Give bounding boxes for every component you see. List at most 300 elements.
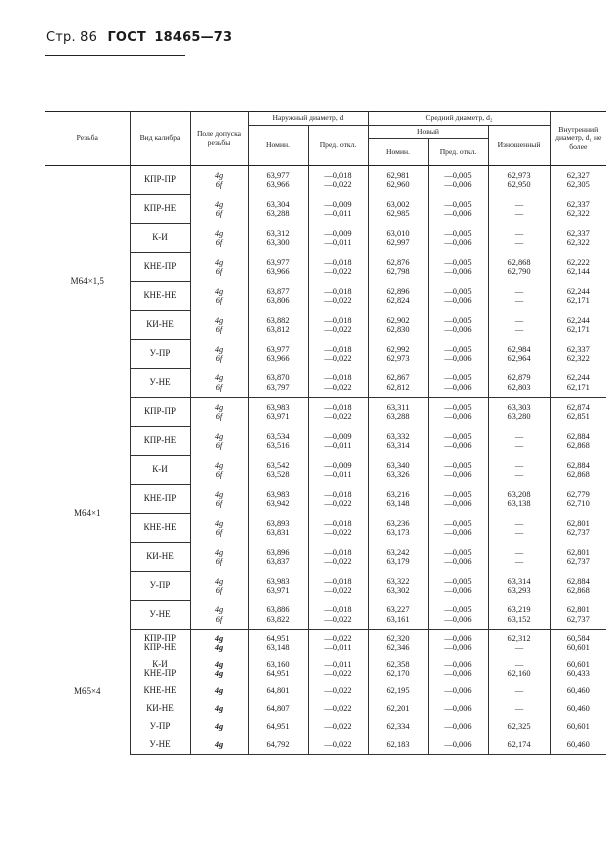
cell-value: 62,322 xyxy=(566,238,590,247)
cell-value: 62,803 xyxy=(507,382,531,392)
gauge-type-cell: К-И xyxy=(130,224,190,253)
pitch-nominal-cell xyxy=(368,543,428,572)
pitch-deviation-cell xyxy=(428,224,488,253)
outer-deviation-cell: —0,022 xyxy=(308,718,368,736)
cell-value: 6f xyxy=(215,209,223,218)
tolerance-cell xyxy=(190,630,248,657)
cell-value: —0,006 xyxy=(444,669,472,678)
cell-value: —0,018 xyxy=(324,257,352,267)
col-outer-nominal: Номин. xyxy=(248,125,308,166)
gauge-type-cell: КНЕ-НЕ xyxy=(130,282,190,311)
worn-cell xyxy=(488,572,550,601)
gauge-type-cell: К-И xyxy=(130,456,190,485)
pitch-nominal-cell xyxy=(368,427,428,456)
cell-value: 62,346 xyxy=(386,643,410,652)
cell-value: 63,806 xyxy=(266,296,290,305)
cell-value: 63,977 xyxy=(266,257,290,267)
pitch-nominal-cell xyxy=(368,253,428,282)
gauge-type-cell: У-НЕ xyxy=(130,369,190,398)
cell-value: 62,244 xyxy=(566,286,590,296)
tolerance-cell xyxy=(190,572,248,601)
cell-value: 60,601 xyxy=(566,659,590,669)
pitch-nominal-cell xyxy=(368,456,428,485)
cell-value: 62,337 xyxy=(566,199,590,209)
worn-cell xyxy=(488,398,550,427)
worn-cell xyxy=(488,340,550,369)
pitch-nominal-cell xyxy=(368,195,428,224)
cell-value: —0,022 xyxy=(324,354,352,363)
cell-value: 62,320 xyxy=(386,633,410,643)
pitch-nominal-cell xyxy=(368,369,428,398)
cell-value: 63,219 xyxy=(507,605,531,615)
gauge-type-cell: У-ПР xyxy=(130,718,190,736)
cell-value: 62,801 xyxy=(566,518,590,528)
worn-cell xyxy=(488,656,550,682)
cell-value: —0,005 xyxy=(444,547,472,557)
cell-value: 62,879 xyxy=(507,373,531,383)
outer-nominal-cell xyxy=(248,195,308,224)
cell-value: —0,005 xyxy=(444,315,472,325)
outer-deviation-cell xyxy=(308,656,368,682)
cell-value: 62,874 xyxy=(566,402,590,412)
cell-value: 62,884 xyxy=(566,460,590,470)
gauge-type-cell: КПР-НЕ xyxy=(130,427,190,456)
cell-value: 63,896 xyxy=(266,547,290,557)
cell-value: 63,942 xyxy=(266,499,290,508)
cell-value: —0,011 xyxy=(324,643,352,652)
outer-nominal-cell xyxy=(248,485,308,514)
cell-value: 62,322 xyxy=(566,209,590,218)
cell-value: 62,779 xyxy=(566,489,590,499)
worn-cell xyxy=(488,543,550,572)
cell-value: — xyxy=(514,228,524,238)
cell-value: 62,171 xyxy=(566,296,590,305)
cell-value: 63,236 xyxy=(386,518,410,528)
cell-value: —0,009 xyxy=(324,199,352,209)
inner-diameter-cell xyxy=(550,369,606,398)
col-pitch-new-deviation: Пред. откл. xyxy=(428,139,488,166)
cell-value: 63,293 xyxy=(507,586,531,595)
cell-value: 62,327 xyxy=(566,170,590,180)
pitch-deviation-cell xyxy=(428,253,488,282)
cell-value: — xyxy=(514,325,524,334)
cell-value: —0,005 xyxy=(444,431,472,441)
gauge-type-cell: У-НЕ xyxy=(130,736,190,755)
cell-value: 63,280 xyxy=(507,412,531,422)
pitch-deviation-cell xyxy=(428,369,488,398)
cell-value: —0,005 xyxy=(444,257,472,267)
cell-value: 63,161 xyxy=(386,614,410,624)
cell-value: 62,896 xyxy=(386,286,410,296)
cell-value: 62,337 xyxy=(566,344,590,354)
worn-cell xyxy=(488,166,550,195)
worn-cell: 62,325 xyxy=(488,718,550,736)
worn-cell xyxy=(488,485,550,514)
cell-value: —0,022 xyxy=(324,586,352,595)
inner-diameter-cell xyxy=(550,224,606,253)
cell-value: 63,160 xyxy=(266,659,290,669)
cell-value: 4g xyxy=(214,402,224,412)
gauge-type-cell: У-ПР xyxy=(130,340,190,369)
cell-value: 6f xyxy=(215,238,223,247)
outer-nominal-cell: 64,801 xyxy=(248,682,308,700)
pitch-deviation-cell xyxy=(428,572,488,601)
pitch-deviation-cell xyxy=(428,514,488,543)
worn-cell xyxy=(488,311,550,340)
cell-value: 63,216 xyxy=(386,489,410,499)
outer-nominal-cell xyxy=(248,340,308,369)
cell-value: 63,983 xyxy=(266,402,290,412)
outer-deviation-cell xyxy=(308,630,368,657)
cell-value: 62,737 xyxy=(566,614,590,624)
inner-diameter-cell xyxy=(550,656,606,682)
cell-value: 63,877 xyxy=(266,286,290,296)
table-row xyxy=(45,514,606,543)
cell-value: —0,022 xyxy=(324,325,352,334)
cell-value: — xyxy=(514,470,524,479)
pitch-deviation-cell: —0,006 xyxy=(428,718,488,736)
cell-value: 6f xyxy=(215,470,223,479)
pitch-deviation-cell xyxy=(428,311,488,340)
worn-cell xyxy=(488,224,550,253)
tolerance-cell xyxy=(190,485,248,514)
cell-value: 62,973 xyxy=(507,170,531,180)
inner-diameter-cell xyxy=(550,630,606,657)
cell-value: —0,006 xyxy=(444,557,472,566)
cell-value: 64,951 xyxy=(266,633,290,643)
cell-value: —0,022 xyxy=(324,557,352,566)
table-row xyxy=(45,340,606,369)
cell-value: 62,985 xyxy=(386,209,410,218)
worn-cell: 62,174 xyxy=(488,736,550,755)
cell-value: —0,006 xyxy=(444,354,472,363)
cell-value: —0,006 xyxy=(444,296,472,305)
cell-value: 62,868 xyxy=(507,257,531,267)
cell-value: —0,018 xyxy=(324,315,352,325)
gauge-type-cell: КИ-НЕ xyxy=(130,700,190,718)
cell-value: — xyxy=(514,441,524,450)
page-header xyxy=(46,30,232,45)
cell-value: 6f xyxy=(215,528,223,537)
inner-diameter-cell xyxy=(550,456,606,485)
pitch-nominal-cell xyxy=(368,630,428,657)
outer-deviation-cell xyxy=(308,456,368,485)
pitch-nominal-cell xyxy=(368,224,428,253)
inner-diameter-cell xyxy=(550,543,606,572)
outer-deviation-cell xyxy=(308,311,368,340)
cell-value: —0,005 xyxy=(444,518,472,528)
gauge-type-cell: КПР-НЕ xyxy=(130,195,190,224)
standard-number: 18465—73 xyxy=(154,30,233,45)
table-row xyxy=(45,311,606,340)
cell-value: — xyxy=(514,547,524,557)
tolerance-cell xyxy=(190,514,248,543)
cell-value: 63,148 xyxy=(386,499,410,508)
cell-value: —0,011 xyxy=(324,441,352,450)
cell-value: —0,005 xyxy=(444,373,472,383)
cell-value: —0,005 xyxy=(444,228,472,238)
cell-value: 63,977 xyxy=(266,344,290,354)
cell-value: —0,005 xyxy=(444,170,472,180)
cell-value: 60,584 xyxy=(566,633,590,643)
cell-value: 62,801 xyxy=(566,547,590,557)
cell-value: 4g xyxy=(214,489,224,499)
cell-value: 62,876 xyxy=(386,257,410,267)
cell-value: 4g xyxy=(214,257,224,267)
outer-nominal-cell: 64,807 xyxy=(248,700,308,718)
cell-value: 63,173 xyxy=(386,528,410,537)
cell-value: 62,884 xyxy=(566,576,590,586)
cell-value: 63,242 xyxy=(386,547,410,557)
cell-value: — xyxy=(514,296,524,305)
cell-value: 62,981 xyxy=(386,170,410,180)
pitch-deviation-cell xyxy=(428,630,488,657)
outer-deviation-cell xyxy=(308,369,368,398)
cell-value: — xyxy=(514,286,524,296)
col-pitch-worn: Изношенный xyxy=(488,125,550,166)
worn-cell xyxy=(488,253,550,282)
pitch-deviation-cell: —0,006 xyxy=(428,700,488,718)
cell-value: —0,018 xyxy=(324,373,352,383)
cell-value: — xyxy=(514,209,524,218)
cell-value: 6f xyxy=(215,412,223,422)
outer-nominal-cell xyxy=(248,253,308,282)
thread-cell: M64×1,5 xyxy=(45,166,130,398)
cell-value: 62,170 xyxy=(386,669,410,678)
cell-value: —0,005 xyxy=(444,489,472,499)
cell-value: 4g xyxy=(214,643,224,652)
inner-diameter-cell xyxy=(550,601,606,630)
cell-value: 63,516 xyxy=(266,441,290,450)
thread-cell: M64×1 xyxy=(45,398,130,630)
inner-diameter-cell xyxy=(550,311,606,340)
gauge-type-cell: КНЕ-НЕ xyxy=(130,682,190,700)
cell-value: —0,022 xyxy=(324,633,352,643)
inner-diameter-cell: 60,460 xyxy=(550,682,606,700)
worn-cell: — xyxy=(488,700,550,718)
cell-value: 62,830 xyxy=(386,325,410,334)
cell-value: 60,601 xyxy=(566,643,590,652)
cell-value: 4g xyxy=(214,315,224,325)
pitch-deviation-cell xyxy=(428,601,488,630)
cell-value: 4g xyxy=(214,576,224,586)
cell-value: —0,006 xyxy=(444,325,472,334)
pitch-nominal-cell xyxy=(368,514,428,543)
cell-value: —0,005 xyxy=(444,605,472,615)
inner-diameter-cell xyxy=(550,514,606,543)
gauge-type-cell: КПР-ПР xyxy=(130,166,190,195)
tolerance-cell xyxy=(190,369,248,398)
cell-value: 62,884 xyxy=(566,431,590,441)
cell-value: 62,812 xyxy=(386,382,410,392)
cell-value: 6f xyxy=(215,614,223,624)
cell-value: 6f xyxy=(215,382,223,392)
worn-cell xyxy=(488,195,550,224)
cell-value: —0,022 xyxy=(324,382,352,392)
worn-cell xyxy=(488,514,550,543)
cell-value: 63,148 xyxy=(266,643,290,652)
inner-diameter-cell xyxy=(550,398,606,427)
cell-value: 4g xyxy=(214,633,224,643)
outer-deviation-cell xyxy=(308,427,368,456)
cell-value: 63,332 xyxy=(386,431,410,441)
cell-value: 4g xyxy=(214,170,224,180)
cell-value: 62,737 xyxy=(566,528,590,537)
cell-value: 4g xyxy=(214,605,224,615)
col-pitch-diameter: Средний диаметр, d₂ xyxy=(368,112,550,126)
outer-deviation-cell xyxy=(308,253,368,282)
cell-value: —0,006 xyxy=(444,441,472,450)
pitch-deviation-cell xyxy=(428,656,488,682)
cell-value: —0,005 xyxy=(444,199,472,209)
cell-value: 62,244 xyxy=(566,315,590,325)
cell-value: 60,433 xyxy=(566,669,590,678)
cell-value: 63,983 xyxy=(266,489,290,499)
inner-diameter-cell xyxy=(550,195,606,224)
cell-value: — xyxy=(514,518,524,528)
gauge-type-cell: КНЕ-ПР xyxy=(130,253,190,282)
gauge-type-cell xyxy=(130,656,190,682)
cell-value: —0,006 xyxy=(444,209,472,218)
inner-diameter-cell xyxy=(550,427,606,456)
tolerance-cell: 4g xyxy=(190,718,248,736)
cell-value: — xyxy=(514,315,524,325)
cell-value: — xyxy=(514,643,524,652)
cell-value: 63,542 xyxy=(266,460,290,470)
table-row xyxy=(45,736,606,755)
cell-value: 6f xyxy=(215,557,223,566)
cell-value: —0,022 xyxy=(324,528,352,537)
col-inner-diameter: Внутренний диаметр, d₁ не более xyxy=(550,112,606,166)
table-row xyxy=(45,630,606,657)
cell-value: —0,018 xyxy=(324,605,352,615)
cell-value: — xyxy=(514,659,524,669)
cell-value: —0,005 xyxy=(444,286,472,296)
outer-nominal-cell xyxy=(248,398,308,427)
cell-value: 62,950 xyxy=(507,180,531,190)
cell-value: —0,006 xyxy=(444,238,472,247)
pitch-nominal-cell: 62,201 xyxy=(368,700,428,718)
cell-value: 4g xyxy=(214,228,224,238)
inner-diameter-cell xyxy=(550,572,606,601)
cell-value: 63,322 xyxy=(386,576,410,586)
tolerance-cell xyxy=(190,427,248,456)
cell-value: 4g xyxy=(214,199,224,209)
cell-value: —0,022 xyxy=(324,180,352,190)
outer-deviation-cell xyxy=(308,485,368,514)
pitch-nominal-cell xyxy=(368,340,428,369)
cell-value: 62,171 xyxy=(566,382,590,392)
outer-deviation-cell xyxy=(308,572,368,601)
worn-cell: — xyxy=(488,682,550,700)
worn-cell xyxy=(488,369,550,398)
cell-value: —0,009 xyxy=(324,460,352,470)
table-body xyxy=(45,166,606,755)
pitch-nominal-cell xyxy=(368,311,428,340)
outer-nominal-cell: 64,792 xyxy=(248,736,308,755)
cell-value: 63,971 xyxy=(266,586,290,595)
cell-value: 62,801 xyxy=(566,605,590,615)
tolerance-cell xyxy=(190,311,248,340)
page-number: Стр. 86 xyxy=(46,30,98,45)
cell-value: —0,006 xyxy=(444,643,472,652)
cell-value: —0,006 xyxy=(444,659,472,669)
cell-value: 62,973 xyxy=(386,354,410,363)
table-row xyxy=(45,656,606,682)
gauge-type-cell: КПР-ПР xyxy=(130,398,190,427)
pitch-deviation-cell: —0,006 xyxy=(428,736,488,755)
table-row xyxy=(45,485,606,514)
cell-value: 63,812 xyxy=(266,325,290,334)
table-row xyxy=(45,398,606,427)
outer-nominal-cell: 64,951 xyxy=(248,718,308,736)
cell-value: 62,997 xyxy=(386,238,410,247)
cell-value: 4g xyxy=(214,460,224,470)
cell-value: 63,822 xyxy=(266,614,290,624)
pitch-deviation-cell xyxy=(428,340,488,369)
cell-value: —0,018 xyxy=(324,402,352,412)
outer-nominal-cell xyxy=(248,282,308,311)
cell-value: 63,966 xyxy=(266,180,290,190)
gauge-type-label: КНЕ-ПР xyxy=(143,668,177,678)
cell-value: 4g xyxy=(214,286,224,296)
outer-deviation-cell xyxy=(308,195,368,224)
cell-value: 63,300 xyxy=(266,238,290,247)
pitch-nominal-cell: 62,183 xyxy=(368,736,428,755)
worn-cell xyxy=(488,630,550,657)
pitch-deviation-cell xyxy=(428,282,488,311)
table-row xyxy=(45,601,606,630)
inner-diameter-cell: 60,601 xyxy=(550,718,606,736)
cell-value: 63,326 xyxy=(386,470,410,479)
cell-value: 63,966 xyxy=(266,267,290,276)
table-row xyxy=(45,166,606,195)
cell-value: — xyxy=(514,238,524,247)
cell-value: 62,851 xyxy=(566,412,590,422)
cell-value: 63,966 xyxy=(266,354,290,363)
outer-deviation-cell xyxy=(308,282,368,311)
tolerance-cell: 4g xyxy=(190,682,248,700)
pitch-deviation-cell xyxy=(428,427,488,456)
cell-value: —0,006 xyxy=(444,614,472,624)
cell-value: 63,528 xyxy=(266,470,290,479)
worn-cell xyxy=(488,601,550,630)
pitch-deviation-cell xyxy=(428,485,488,514)
outer-nominal-cell xyxy=(248,369,308,398)
cell-value: 63,314 xyxy=(507,576,531,586)
gauge-type-cell: У-ПР xyxy=(130,572,190,601)
cell-value: —0,006 xyxy=(444,470,472,479)
outer-nominal-cell xyxy=(248,601,308,630)
cell-value: 62,790 xyxy=(507,267,531,276)
tolerance-cell xyxy=(190,456,248,485)
cell-value: — xyxy=(514,199,524,209)
tolerance-cell xyxy=(190,224,248,253)
table-row xyxy=(45,282,606,311)
cell-value: 62,984 xyxy=(507,344,531,354)
table-row xyxy=(45,718,606,736)
worn-cell xyxy=(488,427,550,456)
outer-deviation-cell xyxy=(308,514,368,543)
cell-value: 62,305 xyxy=(566,180,590,190)
gauge-type-cell: У-НЕ xyxy=(130,601,190,630)
cell-value: —0,011 xyxy=(324,470,352,479)
gauge-type-cell xyxy=(130,630,190,657)
cell-value: 4g xyxy=(214,373,224,383)
cell-value: —0,011 xyxy=(324,238,352,247)
cell-value: 63,288 xyxy=(386,412,410,422)
cell-value: 4g xyxy=(214,669,224,678)
